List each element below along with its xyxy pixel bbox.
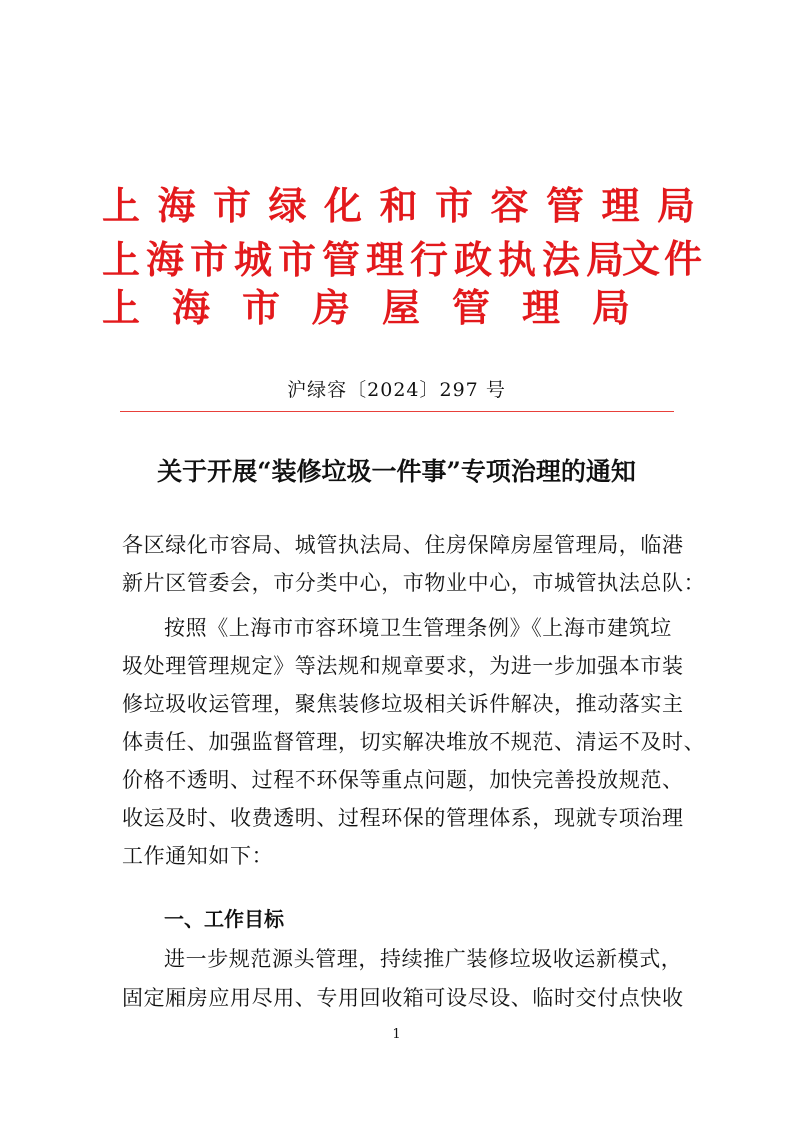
issuer-line-urban-management-bureau <box>102 238 630 282</box>
issuer-character: 海 <box>172 286 211 330</box>
red-separator-line <box>120 411 674 412</box>
issuer-character: 上 <box>102 286 141 330</box>
issuer-character: 海 <box>157 184 196 228</box>
paragraph-line: 价格不透明、过程不环保等重点问题，加快完善投放规范、 <box>122 768 684 792</box>
issuer-character: 局 <box>586 238 625 282</box>
issuer-character: 管 <box>546 184 585 228</box>
issuer-character: 理 <box>522 286 561 330</box>
document-number: 沪绿容〔2024〕297 号 <box>287 379 506 401</box>
issuer-character: 和 <box>379 184 418 228</box>
issuer-character: 城 <box>234 238 273 282</box>
paragraph-line: 体责任、加强监督管理，切实解决堆放不规范、清运不及时、 <box>122 730 706 754</box>
issuer-character: 房 <box>312 286 351 330</box>
issuer-character: 绿 <box>268 184 307 228</box>
issuer-character: 局 <box>592 286 631 330</box>
issuer-character: 理 <box>366 238 405 282</box>
paragraph-line: 修垃圾收运管理，聚焦装修垃圾相关诉件解决，推动落实主 <box>122 692 684 716</box>
paragraph-line: 按照《上海市市容环境卫生管理条例》《上海市建筑垃 <box>164 616 672 640</box>
issuer-character: 管 <box>452 286 491 330</box>
issuer-character: 法 <box>542 238 581 282</box>
issuer-character: 市 <box>278 238 317 282</box>
issuer-line-housing-bureau <box>102 286 662 330</box>
issuer-character: 管 <box>322 238 361 282</box>
issuer-line-greening-bureau <box>102 184 713 228</box>
issuer-character: 化 <box>324 184 363 228</box>
issuer-character: 容 <box>490 184 529 228</box>
paragraph-line: 圾处理管理规定》等法规和规章要求，为进一步加强本市装 <box>122 654 684 678</box>
addressee-line: 各区绿化市容局、城管执法局、住房保障房屋管理局，临港 <box>122 533 684 557</box>
issuer-character: 局 <box>657 184 696 228</box>
issuer-character: 市 <box>435 184 474 228</box>
paragraph-line: 进一步规范源头管理，持续推广装修垃圾收运新模式， <box>164 947 683 971</box>
addressee-line: 新片区管委会，市分类中心，市物业中心，市城管执法总队： <box>122 571 706 595</box>
issuer-character: 行 <box>410 238 449 282</box>
page-number: 1 <box>392 1027 401 1042</box>
issuer-character: 理 <box>601 184 640 228</box>
issuer-character: 市 <box>213 184 252 228</box>
paragraph-line: 工作通知如下： <box>122 844 274 868</box>
section-heading: 一、工作目标 <box>164 907 284 931</box>
issuer-character: 上 <box>102 238 141 282</box>
issuer-character: 屋 <box>382 286 421 330</box>
issuer-character: 执 <box>498 238 537 282</box>
issuer-character: 海 <box>146 238 185 282</box>
document-title: 关于开展“装修垃圾一件事”专项治理的通知 <box>157 457 636 486</box>
paragraph-line: 固定厢房应用尽用、专用回收箱可设尽设、临时交付点快收 <box>122 986 684 1010</box>
issuer-character: 市 <box>190 238 229 282</box>
issuer-character: 市 <box>242 286 281 330</box>
paragraph-line: 收运及时、收费透明、过程环保的管理体系，现就专项治理 <box>122 806 684 830</box>
issuer-character: 上 <box>102 184 141 228</box>
issuer-character: 政 <box>454 238 493 282</box>
document-label: 文件 <box>622 237 707 281</box>
